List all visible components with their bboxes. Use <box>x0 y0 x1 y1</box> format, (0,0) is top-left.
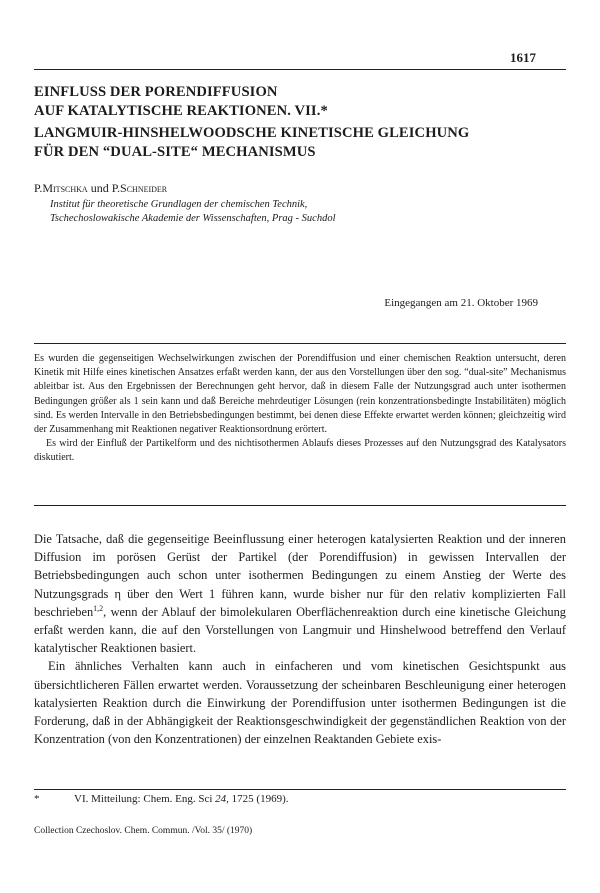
subtitle-line: LANGMUIR-HINSHELWOODSCHE KINETISCHE GLEICHUNG <box>34 125 470 141</box>
author-name: Mitschka <box>42 181 88 195</box>
body-text-run: , wenn der Ablauf der bimolekularen Oberflächenreaktion durch eine kinetische Gleichung erfaßt werden kann, die auf den Vorstellungen von Langmuir und Hinshelwood betreffend den Verlauf katalytischer Reaktionen basiert. <box>34 604 566 656</box>
subtitle-line: FÜR DEN “DUAL-SITE“ MECHANISMUS <box>34 143 316 160</box>
footnote-text: VI. Mitteilung: Chem. Eng. Sci <box>74 793 216 805</box>
article-subtitle <box>34 124 574 161</box>
authors <box>34 181 167 196</box>
title-line: EINFLUSS DER PORENDIFFUSION <box>34 84 278 100</box>
citation-superscript[interactable]: 1,2 <box>93 603 104 613</box>
author-initial: P. <box>34 181 43 195</box>
author-conjunction: und <box>90 181 109 195</box>
affiliation-line: Institut für theoretische Grundlagen der chemischen Technik, <box>50 199 308 210</box>
journal-citation: Collection Czechoslov. Chem. Commun. /Vol. 35/ (1970) <box>34 826 253 836</box>
body-text-run: Die Tatsache, daß die gegenseitige Beeinflussung einer heterogen katalysierten Reaktion und der inneren Diffusion im porösen Gerüst der Partikel (der Porendiffusion) in gewissen Intervallen der Betriebsbedingungen auch schon unter isothermen Bedingungen zu einem Anstieg der Werte des Nutzungsgrads η über den Wert 1 führen kann, wurde bisher nur für den relativ komplizierten Fall beschrieben <box>34 532 566 619</box>
affiliation <box>50 198 570 226</box>
footnote-text: 1725 (1969). <box>228 793 289 805</box>
abstract-paragraph: Es wird der Einfluß der Partikelform und des nichtisothermen Ablaufs dieses Prozesses auf den Nutzungsgrad des Katalysators diskutiert. <box>34 438 566 464</box>
author-initial: P. <box>111 181 121 195</box>
footnote-volume: 24, <box>215 793 229 805</box>
body-paragraph <box>34 530 566 657</box>
title-line: AUF KATALYTISCHE REAKTIONEN. VII.* <box>34 102 328 119</box>
page-number: 1617 <box>510 50 536 65</box>
received-date: Eingegangen am 21. Oktober 1969 <box>384 297 538 309</box>
footnote-mark: * <box>34 793 40 805</box>
footnote <box>34 793 289 805</box>
abstract-paragraph: Es wurden die gegenseitigen Wechselwirkungen zwischen der Porendiffusion und einer chemischen Reaktion untersucht, deren Kinetik mit Hilfe eines kinetischen Ansatzes erfaßt werden kann, der aus den Vorstellungen über den sog. “dual-site” Mechanismus ableitbar ist. Aus den Ergebnissen der Berechnungen geht hervor, daß in diesem Falle der Nutzungsgrad auch unter isothermen Bedingungen größer als 1 sein kann und daß Bereiche mehrdeutiger Lösungen (rein konzentrationsbedingte Instabilitäten) möglich sind. Es werden Intervalle in den Betriebsbedingungen bestimmt, bei denen diese Effekte erwartet werden können; gleichzeitig wird der Zusammenhang mit Reaktionen negativer Reaktionsordnung erörtert. <box>34 353 566 436</box>
header-rule <box>34 69 566 70</box>
body-paragraph: Ein ähnliches Verhalten kann auch in einfacheren und vom kinetischen Gesichtspunkt aus übersichtlicheren Fällen erwartet werden. Voraussetzung der scheinbaren Beschleunigung einer heterogen katalysierten Reaktion durch die Einwirkung der Porendiffusion unter isothermen Bedingungen ist die Forderung, daß in der Abhängigkeit der Reaktionsgeschwindigkeit der gegenständlichen Reaktion von der Konzentration (von den Konzentrationen) der einzelnen Reaktanden Gebiete exis- <box>34 659 566 747</box>
author-name: Schneider <box>120 181 168 195</box>
abstract <box>34 343 566 506</box>
footnote-rule <box>34 789 566 790</box>
article-title <box>34 83 574 120</box>
affiliation-line: Tschechoslowakische Akademie der Wissenschaften, Prag - Suchdol <box>50 213 336 224</box>
body-text <box>34 530 566 748</box>
